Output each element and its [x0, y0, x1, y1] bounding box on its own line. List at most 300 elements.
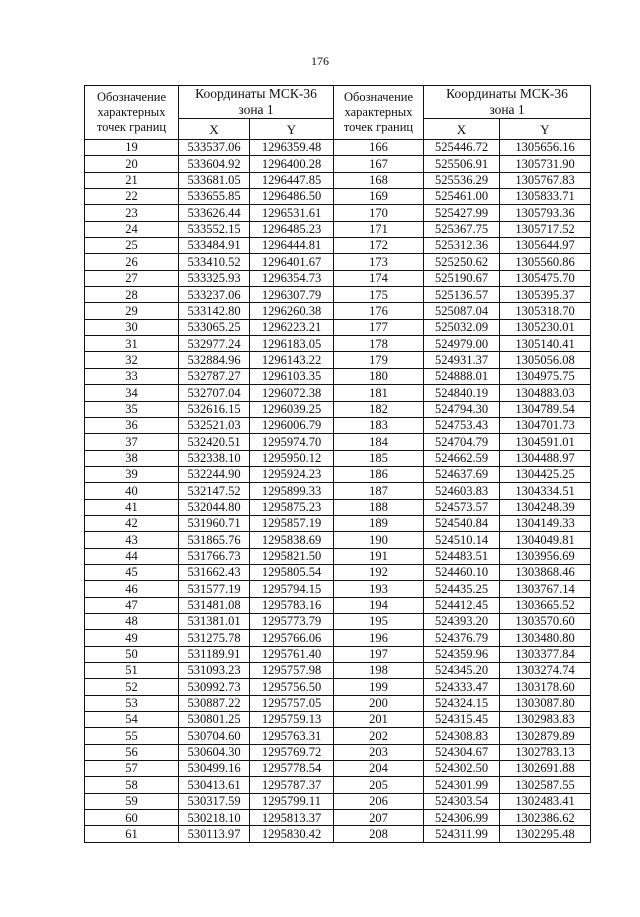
header-coordinates-right-line1: Координаты МСК-36	[446, 86, 568, 102]
cell-point-id-right: 179	[334, 352, 424, 368]
cell-y-left: 1296359.48	[250, 140, 334, 156]
cell-point-id-left: 28	[85, 287, 179, 303]
header-point-label-left: Обозначение характерных точек границ	[85, 86, 179, 140]
cell-y-right: 1305644.97	[500, 238, 591, 254]
cell-point-id-left: 57	[85, 761, 179, 777]
cell-y-left: 1295794.15	[250, 581, 334, 597]
cell-y-left: 1295787.37	[250, 777, 334, 793]
cell-x-right: 524704.79	[424, 434, 500, 450]
cell-point-id-right: 181	[334, 385, 424, 401]
cell-point-id-left: 45	[85, 564, 179, 580]
cell-y-left: 1295761.40	[250, 646, 334, 662]
cell-y-left: 1295756.50	[250, 679, 334, 695]
cell-x-right: 524931.37	[424, 352, 500, 368]
cell-point-id-right: 184	[334, 434, 424, 450]
cell-point-id-left: 60	[85, 810, 179, 826]
cell-point-id-left: 25	[85, 238, 179, 254]
table-row	[85, 777, 591, 793]
cell-point-id-left: 19	[85, 140, 179, 156]
cell-y-right: 1305767.83	[500, 172, 591, 188]
cell-x-right: 524315.45	[424, 712, 500, 728]
cell-x-right: 524308.83	[424, 728, 500, 744]
cell-point-id-left: 30	[85, 319, 179, 335]
cell-point-id-left: 39	[85, 466, 179, 482]
cell-y-left: 1295838.69	[250, 532, 334, 548]
cell-y-right: 1303767.14	[500, 581, 591, 597]
cell-y-right: 1303377.84	[500, 646, 591, 662]
table-row	[85, 499, 591, 515]
cell-y-right: 1304591.01	[500, 434, 591, 450]
cell-x-right: 524311.99	[424, 826, 500, 842]
header-y-right: Y	[500, 119, 591, 140]
cell-x-right: 525250.62	[424, 254, 500, 270]
cell-y-right: 1305656.16	[500, 140, 591, 156]
cell-y-left: 1295757.05	[250, 695, 334, 711]
cell-y-left: 1296260.38	[250, 303, 334, 319]
cell-point-id-right: 194	[334, 597, 424, 613]
table-row	[85, 172, 591, 188]
cell-point-id-right: 174	[334, 270, 424, 286]
cell-y-left: 1295805.54	[250, 564, 334, 580]
cell-x-left: 533237.06	[179, 287, 250, 303]
header-x-left: X	[179, 119, 250, 140]
table-row	[85, 663, 591, 679]
cell-point-id-right: 203	[334, 744, 424, 760]
table-row	[85, 695, 591, 711]
cell-point-id-right: 199	[334, 679, 424, 695]
cell-point-id-left: 54	[85, 712, 179, 728]
table-row	[85, 515, 591, 531]
cell-point-id-right: 167	[334, 156, 424, 172]
cell-x-left: 530413.61	[179, 777, 250, 793]
cell-x-left: 530992.73	[179, 679, 250, 695]
cell-point-id-right: 180	[334, 368, 424, 384]
cell-point-id-right: 183	[334, 417, 424, 433]
table-row	[85, 793, 591, 809]
cell-y-right: 1305318.70	[500, 303, 591, 319]
cell-point-id-right: 182	[334, 401, 424, 417]
cell-x-right: 524662.59	[424, 450, 500, 466]
cell-x-left: 532977.24	[179, 336, 250, 352]
cell-x-left: 532707.04	[179, 385, 250, 401]
cell-y-right: 1305731.90	[500, 156, 591, 172]
cell-x-right: 525427.99	[424, 205, 500, 221]
cell-y-left: 1295950.12	[250, 450, 334, 466]
table-row	[85, 564, 591, 580]
cell-y-right: 1305793.36	[500, 205, 591, 221]
cell-point-id-right: 204	[334, 761, 424, 777]
cell-x-left: 531662.43	[179, 564, 250, 580]
table-row	[85, 238, 591, 254]
cell-y-left: 1296307.79	[250, 287, 334, 303]
cell-y-right: 1302691.88	[500, 761, 591, 777]
cell-point-id-right: 168	[334, 172, 424, 188]
cell-point-id-left: 22	[85, 189, 179, 205]
cell-y-left: 1296354.73	[250, 270, 334, 286]
cell-point-id-right: 173	[334, 254, 424, 270]
cell-y-left: 1295830.42	[250, 826, 334, 842]
cell-point-id-left: 23	[85, 205, 179, 221]
cell-y-right: 1303087.80	[500, 695, 591, 711]
cell-y-right: 1305140.41	[500, 336, 591, 352]
cell-point-id-left: 41	[85, 499, 179, 515]
cell-y-right: 1304975.75	[500, 368, 591, 384]
cell-y-right: 1304701.73	[500, 417, 591, 433]
header-x-right: X	[424, 119, 500, 140]
cell-y-left: 1295924.23	[250, 466, 334, 482]
cell-y-left: 1296039.25	[250, 401, 334, 417]
cell-x-right: 524301.99	[424, 777, 500, 793]
cell-y-left: 1295857.19	[250, 515, 334, 531]
cell-point-id-left: 55	[85, 728, 179, 744]
cell-y-right: 1304789.54	[500, 401, 591, 417]
cell-x-left: 531481.08	[179, 597, 250, 613]
cell-x-right: 524483.51	[424, 548, 500, 564]
cell-point-id-right: 205	[334, 777, 424, 793]
table-row	[85, 646, 591, 662]
cell-point-id-left: 44	[85, 548, 179, 564]
cell-point-id-right: 193	[334, 581, 424, 597]
cell-x-left: 533142.80	[179, 303, 250, 319]
cell-x-left: 533537.06	[179, 140, 250, 156]
cell-x-right: 524460.10	[424, 564, 500, 580]
cell-y-left: 1295773.79	[250, 613, 334, 629]
cell-point-id-left: 53	[85, 695, 179, 711]
cell-y-right: 1302483.41	[500, 793, 591, 809]
cell-point-id-right: 198	[334, 663, 424, 679]
cell-y-left: 1295821.50	[250, 548, 334, 564]
cell-y-left: 1296401.67	[250, 254, 334, 270]
header-coordinates-left-line2: зона 1	[238, 102, 274, 117]
table-row	[85, 483, 591, 499]
cell-y-left: 1296223.21	[250, 319, 334, 335]
table-row	[85, 221, 591, 237]
cell-x-left: 532044.80	[179, 499, 250, 515]
cell-x-right: 524794.30	[424, 401, 500, 417]
cell-point-id-right: 186	[334, 466, 424, 482]
cell-point-id-right: 208	[334, 826, 424, 842]
table-row	[85, 270, 591, 286]
cell-point-id-right: 169	[334, 189, 424, 205]
cell-y-left: 1296444.81	[250, 238, 334, 254]
cell-y-right: 1305056.08	[500, 352, 591, 368]
cell-point-id-left: 21	[85, 172, 179, 188]
cell-x-right: 525136.57	[424, 287, 500, 303]
cell-point-id-right: 206	[334, 793, 424, 809]
cell-point-id-right: 189	[334, 515, 424, 531]
table-row	[85, 466, 591, 482]
cell-point-id-right: 195	[334, 613, 424, 629]
table-header	[85, 86, 591, 140]
cell-point-id-left: 20	[85, 156, 179, 172]
cell-x-right: 524306.99	[424, 810, 500, 826]
coordinates-table	[84, 85, 591, 843]
cell-x-left: 531960.71	[179, 515, 250, 531]
table-row	[85, 613, 591, 629]
cell-y-right: 1303480.80	[500, 630, 591, 646]
cell-y-left: 1295899.33	[250, 483, 334, 499]
cell-y-right: 1305395.37	[500, 287, 591, 303]
cell-point-id-right: 202	[334, 728, 424, 744]
cell-point-id-left: 34	[85, 385, 179, 401]
cell-x-right: 524573.57	[424, 499, 500, 515]
table-row	[85, 336, 591, 352]
cell-point-id-right: 170	[334, 205, 424, 221]
cell-y-right: 1302879.89	[500, 728, 591, 744]
cell-x-left: 531275.78	[179, 630, 250, 646]
cell-point-id-left: 31	[85, 336, 179, 352]
cell-point-id-left: 59	[85, 793, 179, 809]
cell-point-id-right: 197	[334, 646, 424, 662]
table-row	[85, 679, 591, 695]
cell-x-right: 524753.43	[424, 417, 500, 433]
cell-point-id-right: 172	[334, 238, 424, 254]
cell-point-id-left: 27	[85, 270, 179, 286]
table-row	[85, 532, 591, 548]
table-row	[85, 156, 591, 172]
cell-x-left: 530317.59	[179, 793, 250, 809]
cell-y-left: 1295974.70	[250, 434, 334, 450]
table-row	[85, 597, 591, 613]
cell-x-right: 524435.25	[424, 581, 500, 597]
cell-y-left: 1295757.98	[250, 663, 334, 679]
cell-x-left: 532420.51	[179, 434, 250, 450]
cell-x-right: 524412.45	[424, 597, 500, 613]
cell-x-left: 533065.25	[179, 319, 250, 335]
table-row	[85, 810, 591, 826]
cell-x-right: 524540.84	[424, 515, 500, 531]
cell-y-left: 1296486.50	[250, 189, 334, 205]
cell-x-right: 525190.67	[424, 270, 500, 286]
cell-x-left: 533604.92	[179, 156, 250, 172]
cell-y-right: 1303868.46	[500, 564, 591, 580]
cell-point-id-left: 58	[85, 777, 179, 793]
cell-x-right: 525461.00	[424, 189, 500, 205]
cell-point-id-right: 178	[334, 336, 424, 352]
table-row	[85, 434, 591, 450]
table-row	[85, 287, 591, 303]
table-row	[85, 417, 591, 433]
header-coordinates-right	[424, 86, 591, 119]
cell-point-id-right: 192	[334, 564, 424, 580]
cell-x-left: 533681.05	[179, 172, 250, 188]
table-row	[85, 319, 591, 335]
table-row	[85, 728, 591, 744]
cell-x-right: 524376.79	[424, 630, 500, 646]
cell-y-left: 1295778.54	[250, 761, 334, 777]
table-row	[85, 761, 591, 777]
cell-point-id-left: 26	[85, 254, 179, 270]
cell-point-id-right: 190	[334, 532, 424, 548]
cell-x-left: 533626.44	[179, 205, 250, 221]
cell-point-id-left: 43	[85, 532, 179, 548]
cell-y-left: 1295799.11	[250, 793, 334, 809]
table-row	[85, 826, 591, 842]
cell-x-left: 531865.76	[179, 532, 250, 548]
cell-x-right: 524603.83	[424, 483, 500, 499]
cell-x-right: 524637.69	[424, 466, 500, 482]
header-coordinates-left-line1: Координаты МСК-36	[195, 86, 317, 102]
cell-x-left: 531189.91	[179, 646, 250, 662]
cell-y-left: 1296143.22	[250, 352, 334, 368]
cell-y-right: 1302295.48	[500, 826, 591, 842]
table-body	[85, 140, 591, 843]
cell-x-left: 532884.96	[179, 352, 250, 368]
cell-point-id-left: 51	[85, 663, 179, 679]
cell-x-right: 525087.04	[424, 303, 500, 319]
table-row	[85, 205, 591, 221]
cell-point-id-left: 47	[85, 597, 179, 613]
header-coordinates-left	[179, 86, 334, 119]
page-number: 176	[311, 54, 329, 68]
cell-y-left: 1295769.72	[250, 744, 334, 760]
cell-x-left: 532521.03	[179, 417, 250, 433]
cell-x-left: 531093.23	[179, 663, 250, 679]
cell-x-left: 531577.19	[179, 581, 250, 597]
table-row	[85, 712, 591, 728]
cell-x-left: 530499.16	[179, 761, 250, 777]
cell-x-left: 530604.30	[179, 744, 250, 760]
cell-x-left: 533484.91	[179, 238, 250, 254]
cell-point-id-right: 171	[334, 221, 424, 237]
table-row	[85, 385, 591, 401]
table-row	[85, 548, 591, 564]
table-row	[85, 401, 591, 417]
cell-y-left: 1295875.23	[250, 499, 334, 515]
header-coordinates-right-line2: зона 1	[489, 102, 525, 117]
cell-x-left: 533552.15	[179, 221, 250, 237]
cell-x-right: 525032.09	[424, 319, 500, 335]
cell-point-id-left: 46	[85, 581, 179, 597]
cell-y-left: 1296400.28	[250, 156, 334, 172]
table-row	[85, 140, 591, 156]
cell-point-id-left: 33	[85, 368, 179, 384]
cell-x-left: 533325.93	[179, 270, 250, 286]
cell-x-right: 524302.50	[424, 761, 500, 777]
header-y-left: Y	[250, 119, 334, 140]
cell-x-left: 533655.85	[179, 189, 250, 205]
cell-point-id-left: 29	[85, 303, 179, 319]
cell-y-left: 1296072.38	[250, 385, 334, 401]
cell-point-id-left: 35	[85, 401, 179, 417]
cell-x-right: 524324.15	[424, 695, 500, 711]
cell-point-id-right: 175	[334, 287, 424, 303]
cell-point-id-left: 24	[85, 221, 179, 237]
cell-x-right: 524840.19	[424, 385, 500, 401]
cell-x-right: 524393.20	[424, 613, 500, 629]
cell-y-left: 1295763.31	[250, 728, 334, 744]
cell-y-left: 1296531.61	[250, 205, 334, 221]
cell-x-left: 530887.22	[179, 695, 250, 711]
cell-point-id-right: 177	[334, 319, 424, 335]
cell-point-id-right: 185	[334, 450, 424, 466]
cell-y-right: 1305560.86	[500, 254, 591, 270]
cell-x-left: 530218.10	[179, 810, 250, 826]
cell-y-left: 1296103.35	[250, 368, 334, 384]
cell-x-left: 532244.90	[179, 466, 250, 482]
table-row	[85, 254, 591, 270]
cell-point-id-left: 32	[85, 352, 179, 368]
cell-y-right: 1305717.52	[500, 221, 591, 237]
cell-y-right: 1304049.81	[500, 532, 591, 548]
cell-y-left: 1295759.13	[250, 712, 334, 728]
cell-x-right: 524333.47	[424, 679, 500, 695]
table-row	[85, 189, 591, 205]
cell-point-id-right: 188	[334, 499, 424, 515]
table-row	[85, 630, 591, 646]
header-point-label-right: Обозначение характерных точек границ	[334, 86, 424, 140]
cell-x-right: 524303.54	[424, 793, 500, 809]
cell-x-left: 532616.15	[179, 401, 250, 417]
cell-y-right: 1304488.97	[500, 450, 591, 466]
cell-y-right: 1302983.83	[500, 712, 591, 728]
cell-y-right: 1304248.39	[500, 499, 591, 515]
table-row	[85, 450, 591, 466]
cell-y-left: 1296485.23	[250, 221, 334, 237]
cell-y-right: 1305833.71	[500, 189, 591, 205]
cell-point-id-left: 42	[85, 515, 179, 531]
cell-y-right: 1304149.33	[500, 515, 591, 531]
cell-point-id-left: 49	[85, 630, 179, 646]
cell-x-left: 531381.01	[179, 613, 250, 629]
cell-x-right: 524979.00	[424, 336, 500, 352]
cell-x-left: 530801.25	[179, 712, 250, 728]
cell-x-left: 530704.60	[179, 728, 250, 744]
cell-x-right: 524345.20	[424, 663, 500, 679]
cell-point-id-left: 50	[85, 646, 179, 662]
cell-point-id-right: 207	[334, 810, 424, 826]
cell-x-left: 532147.52	[179, 483, 250, 499]
cell-x-right: 524304.67	[424, 744, 500, 760]
cell-point-id-right: 196	[334, 630, 424, 646]
cell-point-id-left: 61	[85, 826, 179, 842]
cell-y-right: 1305475.70	[500, 270, 591, 286]
cell-point-id-left: 56	[85, 744, 179, 760]
cell-point-id-left: 37	[85, 434, 179, 450]
cell-y-right: 1303274.74	[500, 663, 591, 679]
cell-x-right: 525312.36	[424, 238, 500, 254]
cell-point-id-right: 176	[334, 303, 424, 319]
cell-x-left: 532787.27	[179, 368, 250, 384]
cell-point-id-right: 166	[334, 140, 424, 156]
cell-x-right: 525506.91	[424, 156, 500, 172]
cell-y-right: 1303956.69	[500, 548, 591, 564]
cell-point-id-right: 201	[334, 712, 424, 728]
table-row	[85, 352, 591, 368]
cell-y-right: 1302587.55	[500, 777, 591, 793]
cell-x-right: 525536.29	[424, 172, 500, 188]
cell-x-left: 531766.73	[179, 548, 250, 564]
cell-point-id-left: 40	[85, 483, 179, 499]
table-row	[85, 303, 591, 319]
cell-y-left: 1295766.06	[250, 630, 334, 646]
cell-point-id-left: 52	[85, 679, 179, 695]
cell-x-left: 532338.10	[179, 450, 250, 466]
cell-y-right: 1302783.13	[500, 744, 591, 760]
cell-x-right: 524510.14	[424, 532, 500, 548]
cell-y-right: 1303178.60	[500, 679, 591, 695]
cell-x-right: 524359.96	[424, 646, 500, 662]
cell-y-right: 1302386.62	[500, 810, 591, 826]
cell-y-right: 1304334.51	[500, 483, 591, 499]
cell-x-left: 530113.97	[179, 826, 250, 842]
cell-y-left: 1296183.05	[250, 336, 334, 352]
cell-y-right: 1303665.52	[500, 597, 591, 613]
cell-y-left: 1296447.85	[250, 172, 334, 188]
cell-y-left: 1295783.16	[250, 597, 334, 613]
table-row	[85, 744, 591, 760]
cell-y-right: 1305230.01	[500, 319, 591, 335]
